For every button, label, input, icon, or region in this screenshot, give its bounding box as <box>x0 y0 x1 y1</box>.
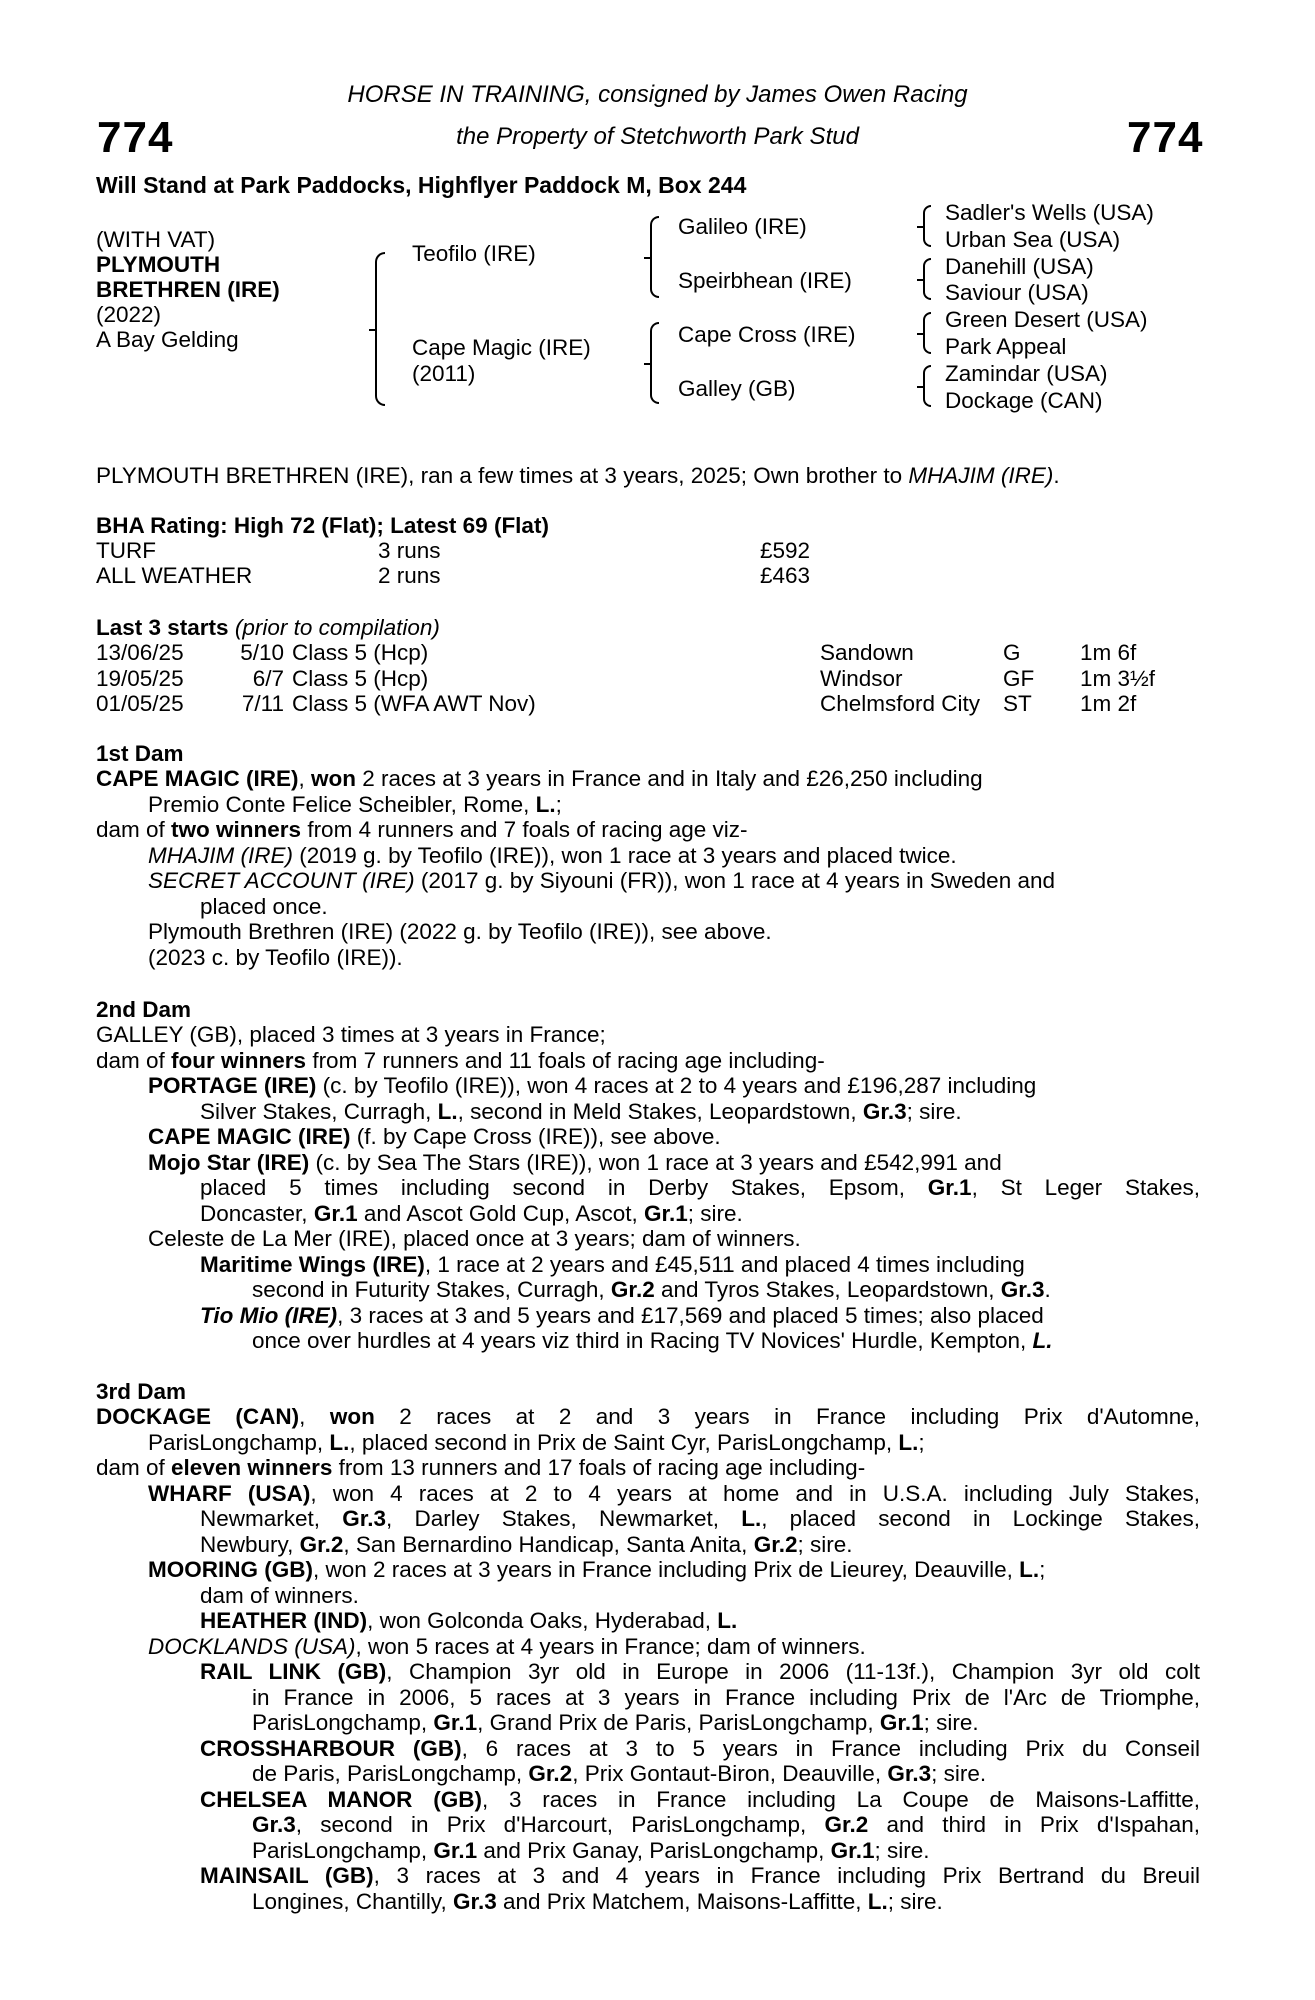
dam2-text: GALLEY (GB), placed 3 times at 3 years in France; <box>96 1022 606 1047</box>
progeny-text: ; sire. <box>887 1888 943 1914</box>
progeny-name: HEATHER (IND) <box>200 1608 368 1633</box>
start-race: Class 5 (Hcp) <box>292 665 429 691</box>
horse-name-line1: PLYMOUTH <box>96 252 221 277</box>
progeny-text: and Tyros Stakes, Leopardstown, <box>654 1277 1001 1302</box>
summary-text: PLYMOUTH BRETHREN (IRE), ran a few times at 3 years, 2025; Own brother to <box>96 463 909 488</box>
dam1-text: dam of <box>96 817 172 842</box>
progeny-text: and Prix Matchem, Maisons-Laffitte, <box>496 1888 868 1914</box>
progeny-name: MOORING (GB) <box>148 1557 313 1582</box>
progeny-text: Newmarket, <box>200 1506 343 1531</box>
start-going: G <box>1003 640 1021 665</box>
gen3-ancestor: Park Appeal <box>945 333 1067 359</box>
progeny-name: DOCKLANDS (USA) <box>148 1633 356 1659</box>
start-pos: 6/7 <box>252 665 284 691</box>
sire-name: Teofilo (IRE) <box>412 241 536 266</box>
progeny-text: (2019 g. by Teofilo (IRE)), won 1 race at 3 years and placed twice. <box>293 842 957 868</box>
start-course: Windsor <box>820 665 903 691</box>
progeny-text: , 1 race at 2 years and £45,511 and placed 4 times including <box>424 1251 1025 1277</box>
dam3-winners: eleven winners <box>171 1455 333 1480</box>
progeny-text: , won 2 races at 3 years in France including Prix de Lieurey, Deauville, <box>312 1557 1020 1582</box>
start-course: Chelmsford City <box>820 691 981 716</box>
dam3-text: dam of <box>96 1455 172 1480</box>
dam1-text: Premio Conte Felice Scheibler, Rome, <box>148 791 536 817</box>
progeny-text: (2023 c. by Teofilo (IRE)). <box>148 944 403 970</box>
progeny-text: ; sire. <box>923 1710 979 1735</box>
group-badge: Gr.1 <box>830 1837 875 1863</box>
dam3-text: ; <box>918 1429 925 1455</box>
dam1-name: CAPE MAGIC (IRE) <box>96 766 299 791</box>
progeny-text: Doncaster, <box>200 1200 314 1226</box>
dam-name: Cape Magic (IRE) <box>412 335 591 360</box>
progeny-text: , placed second in Lockinge Stakes, <box>761 1506 1201 1531</box>
group-badge: Gr.2 <box>299 1531 344 1557</box>
progeny-name: MHAJIM (IRE) <box>148 842 293 868</box>
group-badge: Gr.1 <box>433 1837 478 1863</box>
summary-end: . <box>1053 463 1060 488</box>
dam1-winners: two winners <box>171 817 302 842</box>
bha-rating: BHA Rating: High 72 (Flat); Latest 69 (Flat) <box>96 513 549 538</box>
consignor-line: HORSE IN TRAINING, consigned by James Owen Racing <box>347 81 968 108</box>
horse-name-line2: BRETHREN (IRE) <box>96 277 280 302</box>
rating-row-turf <box>96 538 156 564</box>
rating-earnings: £592 <box>760 538 811 563</box>
progeny-text: . <box>1044 1277 1051 1302</box>
start-going: ST <box>1003 691 1032 716</box>
summary-line <box>96 463 1060 489</box>
progeny-text: ; sire. <box>874 1837 930 1863</box>
start-dist: 1m 6f <box>1080 640 1137 665</box>
progeny-text: , St Leger Stakes, <box>971 1175 1200 1200</box>
group-badge: Gr.2 <box>528 1761 573 1786</box>
progeny-text: , won 5 races at 4 years in France; dam of winners. <box>355 1633 866 1659</box>
progeny-text: (c. by Sea The Stars (IRE)), won 1 race at 3 years and £542,991 and <box>309 1149 1002 1175</box>
progeny-text: and third in Prix d'Ispahan, <box>868 1812 1200 1837</box>
gen3-ancestor: Zamindar (USA) <box>945 360 1108 386</box>
progeny-text: , 3 races in France including La Coupe de Maisons-Laffitte, <box>481 1786 1200 1812</box>
sire-dam: Speirbhean (IRE) <box>678 268 852 293</box>
start-course: Sandown <box>820 640 914 665</box>
listed-badge: L. <box>1019 1557 1040 1582</box>
dam2-text: dam of <box>96 1047 172 1073</box>
progeny-text: placed 5 times including second in Derby Stakes, Epsom, <box>200 1175 928 1200</box>
progeny-text: , won Golconda Oaks, Hyderabad, <box>367 1608 718 1633</box>
progeny-text: (f. by Cape Cross (IRE)), see above. <box>350 1124 721 1149</box>
lot-number-left: 774 <box>97 113 174 162</box>
progeny-text: , second in Meld Stakes, Leopardstown, <box>457 1098 863 1124</box>
start-dist: 1m 2f <box>1080 691 1137 716</box>
pedigree-brace-sire <box>650 216 659 298</box>
dam-dam: Galley (GB) <box>678 376 796 401</box>
pedigree-brace-gen1 <box>375 252 385 406</box>
progeny-text: and Prix Ganay, ParisLongchamp, <box>477 1837 831 1863</box>
start-dist: 1m 3½f <box>1080 665 1156 691</box>
dam1-text: ; <box>555 791 562 817</box>
progeny-text: , Champion 3yr old in Europe in 2006 (11-13f.), Champion 3yr old colt <box>386 1659 1200 1684</box>
pedigree-brace-g3-1 <box>923 205 931 247</box>
pedigree-brace-g3-4 <box>923 365 931 407</box>
dam2-winners: four winners <box>171 1047 307 1073</box>
progeny-text: , 6 races at 3 to 5 years in France including Prix du Conseil <box>461 1735 1201 1761</box>
progeny-text: , San Bernardino Handicap, Santa Anita, <box>343 1531 754 1557</box>
dam3-entry: DOCKAGE (CAN), won 2 races at 2 and 3 years in France including Prix d'Automne, ParisLongchamp, L., placed second in Prix de Saint Cyr, ParisLongchamp, L.; dam of eleven winners from 13 runners and 17 foals of racing age including- WHARF (USA), won 4 races at 2 to 4 years at home and in U.S.A. including July Stakes, Newmarket, Gr.3, Darley Stakes, Newmarket, L., placed second in Lockinge Stakes, Newbury, Gr.2, San Bernardino Handicap, Santa Anita, Gr.2; sire. MOORING (GB), won 2 races at 3 years in France including Prix de Lieurey, Deauville, L.; dam of winners. HEATHER (IND), won Golconda Oaks, Hyderabad, L. DOCKLANDS (USA), won 5 races at 4 years in France; dam of winners. RAIL LINK (GB), Champion 3yr old in Europe in 2006 (11-13f.), Champion 3yr old colt in France in 2006, 5 races at 3 years in France including Prix de l'Arc de Triomphe, ParisLongchamp, Gr.1, Grand Prix de Paris, ParisLongchamp, Gr.1; sire. CROSSHARBOUR (GB), 6 races at 3 to 5 years in France including Prix du Conseil de Paris, ParisLongchamp, Gr.2, Prix Gontaut-Biron, Deauville, Gr.3; sire. CHELSEA MANOR (GB), 3 races in France including La Coupe de Maisons-Laffitte, Gr.3, second in Prix d'Harcourt, ParisLongchamp, Gr.2 and third in Prix d'Ispahan, ParisLongchamp, Gr.1 and Prix Ganay, ParisLongchamp, Gr.1; sire. MAINSAIL (GB), 3 races at 3 and 4 years in France including Prix Bertrand du Breuil Longines, Chantilly, Gr.3 and Prix Matchem, Maisons-Laffitte, L.; sire. <box>96 1404 1201 1914</box>
group-badge: Gr.2 <box>610 1277 655 1302</box>
location-line: Will Stand at Park Paddocks, Highflyer Paddock M, Box 244 <box>96 172 747 198</box>
progeny-text: de Paris, ParisLongchamp, <box>252 1761 529 1786</box>
group-badge: Gr.1 <box>879 1710 924 1735</box>
start-pos: 5/10 <box>240 640 284 665</box>
progeny-name: Maritime Wings (IRE) <box>200 1251 425 1277</box>
start-race: Class 5 (WFA AWT Nov) <box>292 691 536 716</box>
progeny-name: Mojo Star (IRE) <box>148 1149 310 1175</box>
progeny-text: ; sire. <box>687 1200 743 1226</box>
starts-title: Last 3 starts <box>96 615 229 640</box>
start-going: GF <box>1003 665 1035 691</box>
progeny-text: Plymouth Brethren (IRE) (2022 g. by Teofilo (IRE)), see above. <box>148 919 772 944</box>
progeny-text: (c. by Teofilo (IRE)), won 4 races at 2 to 4 years and £196,287 including <box>316 1073 1037 1098</box>
gen3-ancestor: Saviour (USA) <box>945 280 1089 306</box>
gen3-ancestor: Green Desert (USA) <box>945 307 1148 333</box>
listed-badge: L. <box>717 1608 738 1633</box>
listed-badge: L. <box>898 1429 919 1455</box>
progeny-text: ParisLongchamp, <box>252 1837 434 1863</box>
pedigree-brace-g3-3 <box>923 312 931 354</box>
progeny-name: WHARF (USA) <box>148 1480 311 1506</box>
progeny-text: , second in Prix d'Harcourt, ParisLongchamp, <box>295 1812 825 1837</box>
progeny-text: Longines, Chantilly, <box>252 1888 453 1914</box>
listed-badge: L. <box>535 791 556 817</box>
horse-identity <box>96 227 280 352</box>
gen3-ancestor: Danehill (USA) <box>945 253 1094 279</box>
group-badge: Gr.1 <box>644 1200 688 1226</box>
progeny-name: Tio Mio (IRE) <box>200 1302 338 1328</box>
start-pos: 7/11 <box>241 691 284 716</box>
progeny-name: PORTAGE (IRE) <box>148 1073 317 1098</box>
sire-sire: Galileo (IRE) <box>678 214 807 239</box>
progeny-text: , 3 races at 3 and 4 years in France including Prix Bertrand du Breuil <box>373 1863 1200 1888</box>
progeny-text: Newbury, <box>200 1531 300 1557</box>
dam1-won: won <box>311 766 357 791</box>
progeny-text: , Prix Gontaut-Biron, Deauville, <box>572 1761 888 1786</box>
progeny-text: and Ascot Gold Cup, Ascot, <box>357 1200 645 1226</box>
last-starts-heading <box>96 615 440 641</box>
listed-badge: L. <box>741 1506 762 1531</box>
dam3-name: DOCKAGE (CAN) <box>96 1404 300 1429</box>
progeny-name: CROSSHARBOUR (GB) <box>200 1735 462 1761</box>
listed-badge: L. <box>1032 1328 1053 1353</box>
gen3-ancestor: Sadler's Wells (USA) <box>945 200 1154 225</box>
dam3-text: ParisLongchamp, <box>148 1429 330 1455</box>
dam2-title: 2nd Dam <box>96 997 192 1022</box>
dam3-text: from 13 runners and 17 foals of racing age including- <box>332 1455 866 1480</box>
start-date: 13/06/25 <box>96 640 184 665</box>
start-date: 01/05/25 <box>96 691 184 716</box>
progeny-text: , Darley Stakes, Newmarket, <box>386 1506 742 1531</box>
group-badge: Gr.3 <box>452 1888 497 1914</box>
horse-description: A Bay Gelding <box>96 327 239 352</box>
progeny-text: Celeste de La Mer (IRE), placed once at 3 years; dam of winners. <box>148 1226 801 1251</box>
progeny-text: ParisLongchamp, <box>252 1710 434 1735</box>
progeny-text: , Grand Prix de Paris, ParisLongchamp, <box>477 1710 880 1735</box>
group-badge: Gr.1 <box>433 1710 478 1735</box>
rating-surface: ALL WEATHER <box>96 563 253 588</box>
progeny-name: SECRET ACCOUNT (IRE) <box>148 868 415 893</box>
listed-badge: L. <box>329 1429 350 1455</box>
group-badge: Gr.3 <box>252 1812 296 1837</box>
pedigree-gen3 <box>945 200 1154 414</box>
group-badge: Gr.3 <box>887 1761 932 1786</box>
progeny-text: ; <box>1039 1557 1046 1582</box>
progeny-text: (2017 g. by Siyouni (FR)), won 1 race at 4 years in Sweden and <box>414 868 1055 893</box>
group-badge: Gr.1 <box>313 1200 358 1226</box>
dam-sire: Cape Cross (IRE) <box>678 322 856 347</box>
listed-badge: L. <box>437 1098 458 1124</box>
progeny-name: CHELSEA MANOR (GB) <box>200 1786 482 1812</box>
progeny-text: , won 4 races at 2 to 4 years at home and in U.S.A. including July Stakes, <box>310 1480 1201 1506</box>
dam1-title: 1st Dam <box>96 741 184 766</box>
progeny-name: MAINSAIL (GB) <box>200 1863 374 1888</box>
progeny-name: CAPE MAGIC (IRE) <box>148 1124 351 1149</box>
progeny-text: in France in 2006, 5 races at 3 years in France including Prix de l'Arc de Triomphe, <box>252 1684 1200 1710</box>
listed-badge: L. <box>867 1888 888 1914</box>
dam1-text: from 4 runners and 7 foals of racing age viz- <box>301 817 748 842</box>
group-badge: Gr.3 <box>1000 1277 1045 1302</box>
progeny-name: RAIL LINK (GB) <box>200 1659 387 1684</box>
group-badge: Gr.3 <box>342 1506 387 1531</box>
rating-row-aw <box>96 563 252 589</box>
group-badge: Gr.3 <box>862 1098 907 1124</box>
pedigree-brace-g3-2 <box>923 258 931 300</box>
progeny-text: second in Futurity Stakes, Curragh, <box>252 1277 611 1302</box>
dam1-text: 2 races at 3 years in France and in Italy and £26,250 including <box>356 766 983 791</box>
rating-earnings: £463 <box>760 563 811 588</box>
progeny-text: Silver Stakes, Curragh, <box>200 1098 438 1124</box>
group-badge: Gr.2 <box>753 1531 798 1557</box>
progeny-text: , 3 races at 3 and 5 years and £17,569 and placed 5 times; also placed <box>337 1302 1044 1328</box>
rating-runs: 2 runs <box>378 563 441 588</box>
dam3-text: , placed second in Prix de Saint Cyr, ParisLongchamp, <box>349 1429 899 1455</box>
lot-number-right: 774 <box>1127 113 1204 162</box>
dam-year: (2011) <box>412 361 476 386</box>
dam3-text: 2 races at 2 and 3 years in France including Prix d'Automne, <box>374 1404 1200 1429</box>
horse-year: (2022) <box>96 302 162 327</box>
start-date: 19/05/25 <box>96 665 184 691</box>
start-race: Class 5 (Hcp) <box>292 640 429 665</box>
starts-subtitle: (prior to compilation) <box>234 615 440 640</box>
group-badge: Gr.2 <box>824 1812 869 1837</box>
dam3-title: 3rd Dam <box>96 1379 187 1404</box>
progeny-text: ; sire. <box>931 1761 987 1786</box>
gen3-ancestor: Dockage (CAN) <box>945 387 1103 413</box>
dam1-entry: CAPE MAGIC (IRE), won 2 races at 3 years in France and in Italy and £26,250 including Premio Conte Felice Scheibler, Rome, L.; dam of two winners from 4 runners and 7 foals of racing age viz- MHAJIM (IRE) (2019 g. by Teofilo (IRE)), won 1 race at 3 years and placed twice. SECRET ACCOUNT (IRE) (2017 g. by Siyouni (FR)), won 1 race at 4 years in Sweden and placed once. Plymouth Brethren (IRE) (2022 g. by Teofilo (IRE)), see above. (2023 c. by Teofilo (IRE)). <box>96 766 1055 970</box>
progeny-text: once over hurdles at 4 years viz third in Racing TV Novices' Hurdle, Kempton, <box>252 1328 1033 1353</box>
rating-surface: TURF <box>96 538 156 563</box>
progeny-text: placed once. <box>200 893 328 919</box>
dam2-text: from 7 runners and 11 foals of racing age including- <box>306 1047 825 1073</box>
property-line: the Property of Stetchworth Park Stud <box>456 123 859 150</box>
progeny-text: ; sire. <box>906 1098 962 1124</box>
dam2-entry <box>96 1022 1200 1354</box>
vat-label: (WITH VAT) <box>96 227 216 252</box>
gen3-ancestor: Urban Sea (USA) <box>945 226 1121 252</box>
progeny-text: ; sire. <box>797 1531 853 1557</box>
progeny-text: dam of winners. <box>200 1582 359 1608</box>
summary-brother: MHAJIM (IRE) <box>908 463 1054 488</box>
dam3-won: won <box>329 1404 375 1429</box>
rating-runs: 3 runs <box>378 538 441 563</box>
pedigree-brace-dam <box>650 322 659 404</box>
group-badge: Gr.1 <box>927 1175 972 1200</box>
